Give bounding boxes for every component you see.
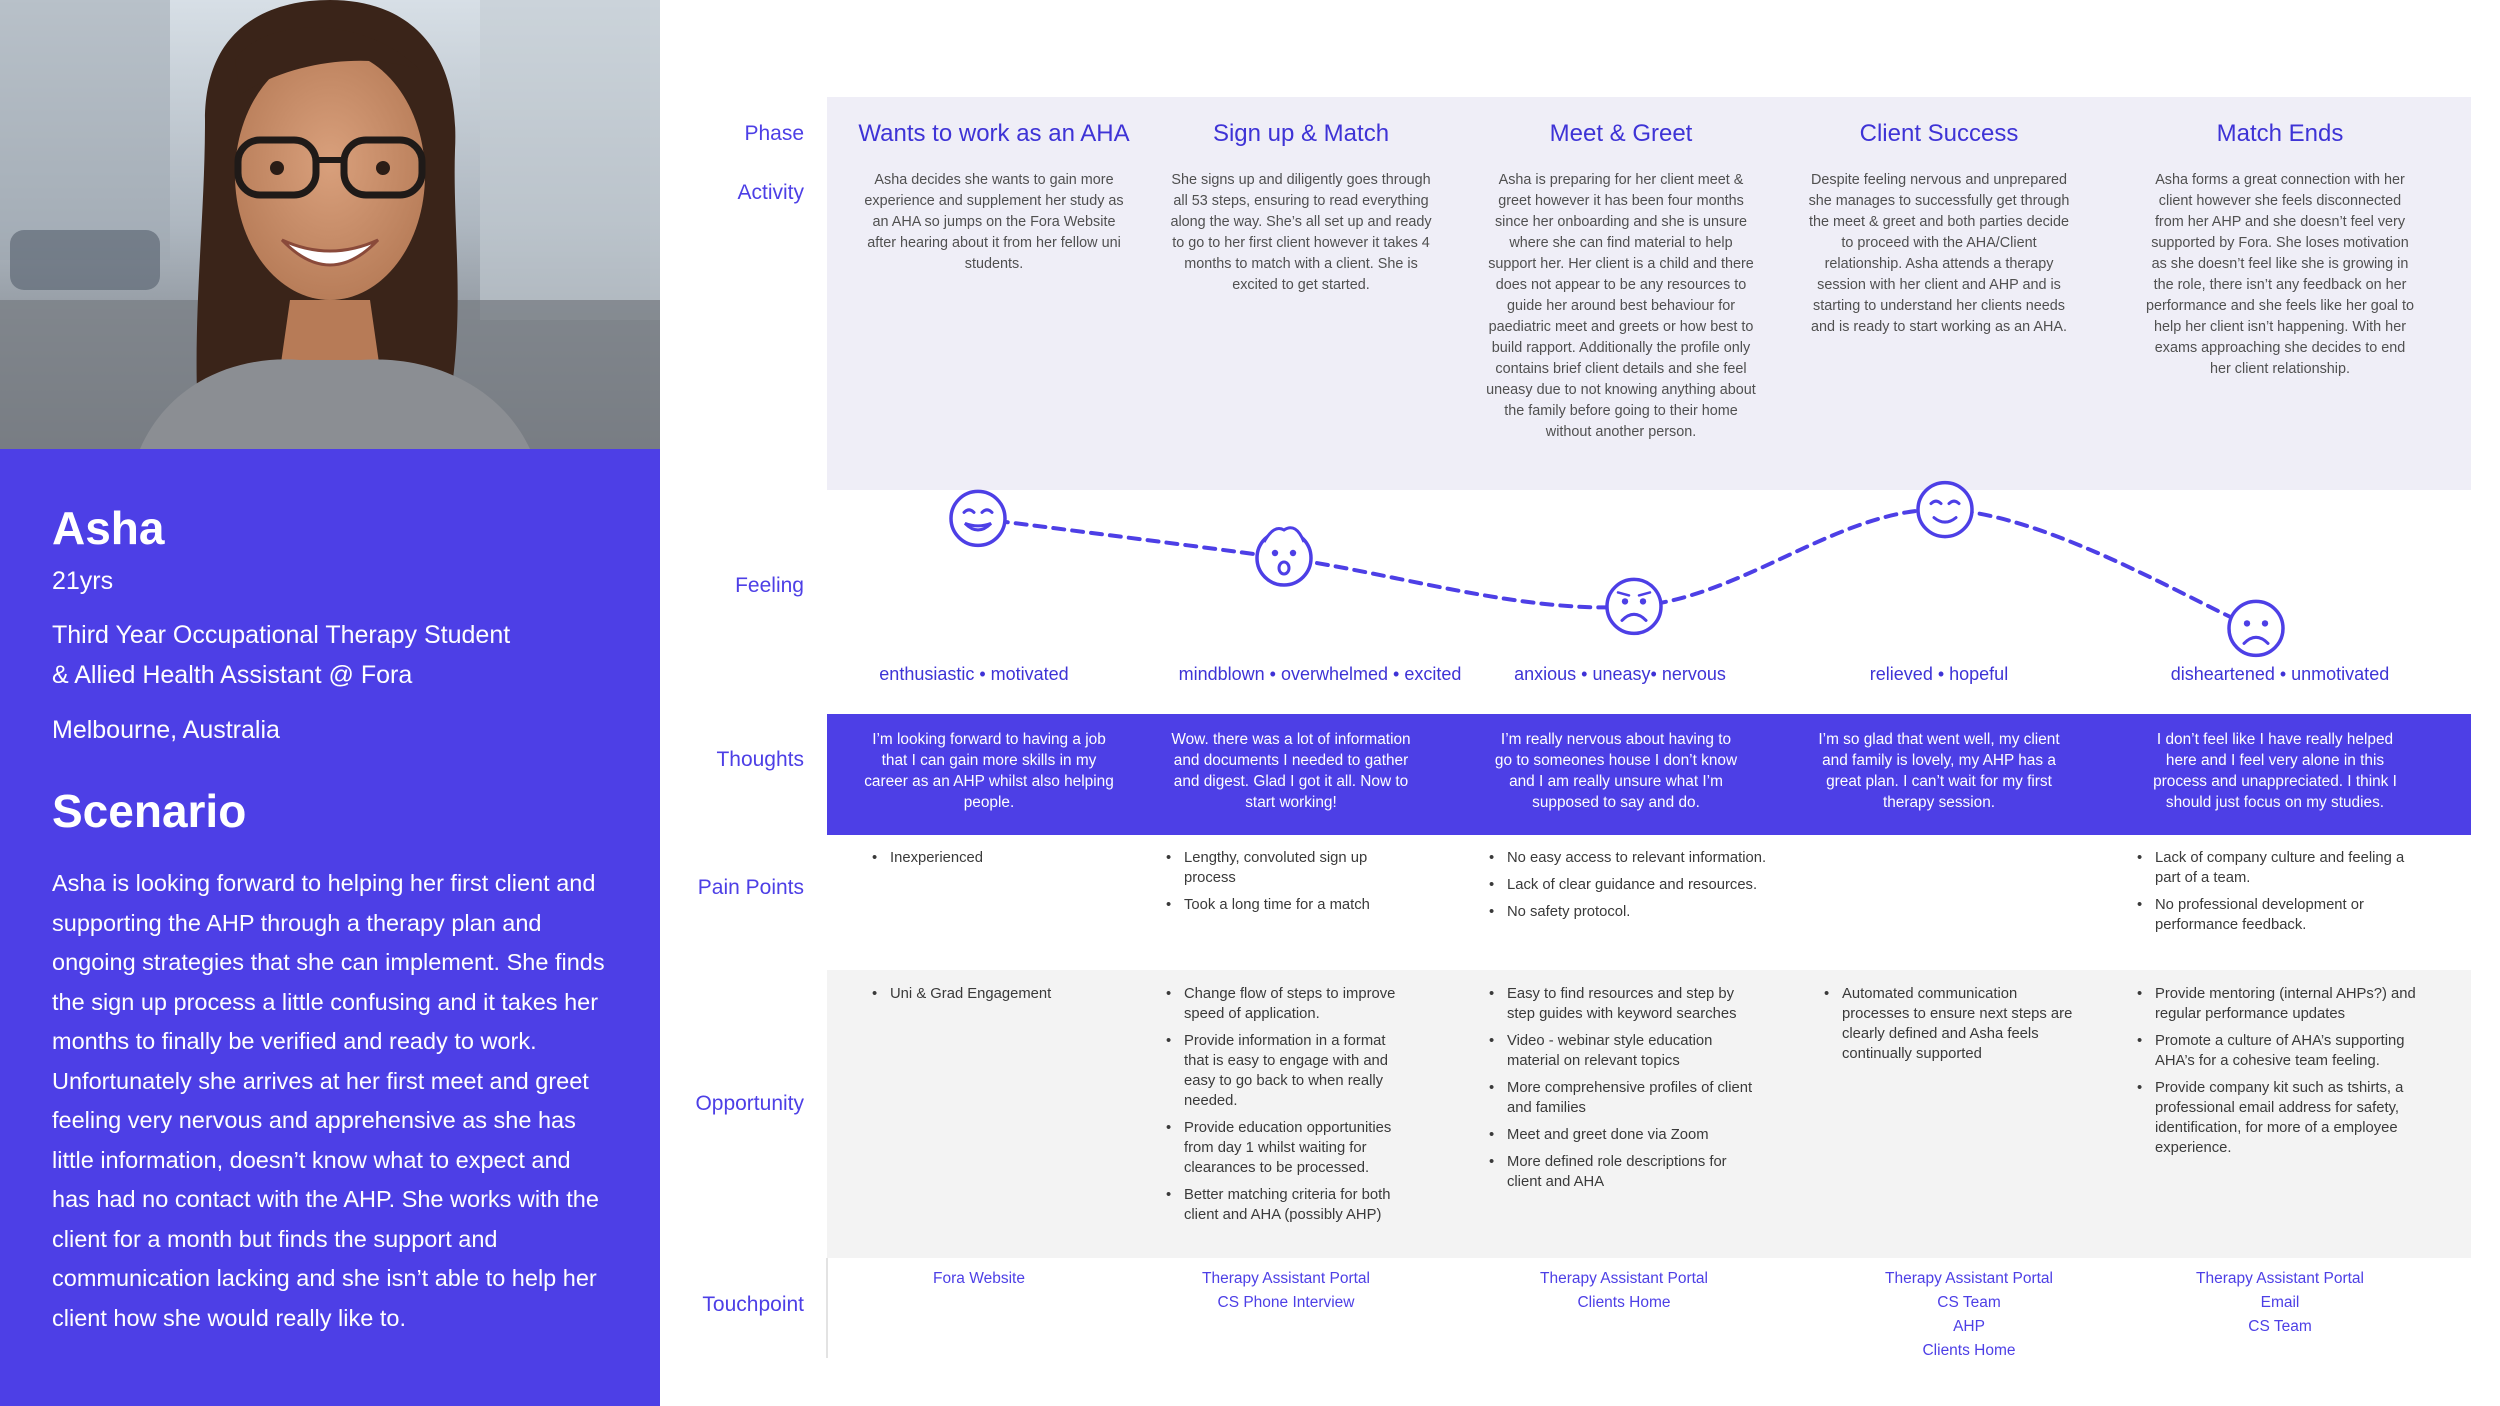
pain-point-item: • Lack of company culture and feeling a part of a team.: [2133, 848, 2433, 888]
touchpoint-item: Therapy Assistant Portal: [1885, 1270, 2053, 1287]
touchpoint-list: [1474, 1267, 1774, 1315]
scenario-text: Asha is looking forward to helping her first client and supporting the AHP through a therapy plan and ongoing strategies that she can implement. She finds the sign up process a little confusing and it takes her months to finally be verified and ready to work. Unfortunately she arrives at her first meet and greet feeling very nervous and apprehensive as she has little information, doesn’t know what to expect and has had no contact with the AHP. She works with the client for a month but finds the support and communication lacking and she isn’t able to help her client how she would really like to.: [52, 870, 605, 1331]
pain-point-item: • No safety protocol.: [1485, 902, 1785, 922]
thought-text: I’m so glad that went well, my client and family is lovely, my AHP has a great plan. I can’t wait for my first therapy session.: [1818, 731, 2060, 811]
persona-panel: [0, 449, 660, 1406]
touchpoint-item: CS Team: [2248, 1318, 2312, 1335]
persona-photo-illustration: [0, 0, 660, 449]
activity-text: Despite feeling nervous and unprepared she manages to successfully get through the meet & greet and both parties decide to proceed with the AHA/Client relationship. Asha attends a therapy session with her client and AHP and is starting to understand her clients needs and is ready to start working as an AHA.: [1808, 172, 2070, 335]
persona-location: Melbourne, Australia: [52, 716, 280, 744]
pain-points-list: [1485, 848, 1785, 929]
opportunity-item: • Provide company kit such as tshirts, a professional email address for safety, identification, for more of a employee experience.: [2133, 1078, 2433, 1158]
feeling-label: enthusiastic • motivated: [879, 664, 1069, 684]
pain-point-item: • Inexperienced: [868, 848, 1138, 868]
row-label-thoughts: Thoughts: [716, 748, 804, 771]
touchpoint-item: CS Phone Interview: [1217, 1294, 1355, 1311]
row-label-feeling: Feeling: [735, 574, 804, 597]
touchpoint-item: Therapy Assistant Portal: [1540, 1270, 1708, 1287]
pain-point-item: • No professional development or performance feedback.: [2133, 895, 2433, 935]
touchpoint-list: [829, 1267, 1129, 1291]
mindblown-face-icon: [1257, 528, 1311, 585]
opportunity-list: [868, 984, 1138, 1011]
touchpoint-item: Clients Home: [1922, 1342, 2016, 1359]
row-label-phase: Phase: [744, 122, 804, 145]
opportunity-item: • Automated communication processes to ensure next steps are clearly defined and Asha feels continually supported: [1820, 984, 2080, 1064]
feeling-curve-line: [978, 509, 2256, 628]
touchpoint-item: Fora Website: [933, 1270, 1025, 1287]
touchpoint-item: Clients Home: [1577, 1294, 1671, 1311]
opportunity-item: • Uni & Grad Engagement: [868, 984, 1138, 1004]
persona-photo: [0, 0, 660, 449]
pain-point-item: • Took a long time for a match: [1162, 895, 1402, 915]
opportunity-item: • Change flow of steps to improve speed of application.: [1162, 984, 1402, 1024]
pain-points-list: [2133, 848, 2433, 942]
activity-text: Asha forms a great connection with her client however she feels disconnected from her AHP and she doesn’t feel very supported by Fora. She loses motivation as she doesn’t feel like she is growing in the role, there isn’t any feedback on her performance and she feels like her goal to help her client isn’t happening. With her exams approaching she decides to end her client relationship.: [2146, 172, 2414, 377]
anxious-face-icon: [1607, 579, 1661, 633]
touchpoint-list: [1136, 1267, 1436, 1315]
feeling-label: anxious • uneasy• nervous: [1514, 664, 1726, 684]
row-label-touchpoint: Touchpoint: [702, 1293, 804, 1316]
touchpoint-item: Therapy Assistant Portal: [2196, 1270, 2364, 1287]
opportunity-list: [1820, 984, 2080, 1071]
touchpoint-item: Therapy Assistant Portal: [1202, 1270, 1370, 1287]
pain-points-list: [1162, 848, 1402, 922]
opportunity-list: [1485, 984, 1765, 1199]
opportunity-item: • Better matching criteria for both client and AHA (possibly AHP): [1162, 1185, 1402, 1225]
phase-title: Sign up & Match: [1212, 120, 1390, 147]
persona-role-line1: Third Year Occupational Therapy Student: [52, 621, 511, 649]
feeling-label: relieved • hopeful: [1869, 664, 2009, 684]
pain-points-list: [868, 848, 1138, 875]
grinning-face-icon: [951, 491, 1005, 545]
touchpoint-divider: [826, 1258, 828, 1358]
opportunity-item: • Promote a culture of AHA’s supporting AHA’s for a cohesive team feeling.: [2133, 1031, 2433, 1071]
touchpoint-item: AHP: [1953, 1318, 1985, 1335]
persona-role-line2: & Allied Health Assistant @ Fora: [52, 661, 413, 689]
phase-title: Wants to work as an AHA: [858, 120, 1130, 147]
phase-title: Meet & Greet: [1549, 120, 1693, 147]
opportunity-item: • Video - webinar style education material on relevant topics: [1485, 1031, 1765, 1071]
phase-title: Match Ends: [2216, 120, 2344, 147]
opportunity-item: • More comprehensive profiles of client and families: [1485, 1078, 1765, 1118]
pain-point-item: • Lengthy, convoluted sign up process: [1162, 848, 1402, 888]
row-label-opportunity: Opportunity: [695, 1092, 804, 1115]
thought-text: I don’t feel like I have really helped here and I feel very alone in this process and unappreciated. I think I should just focus on my studies.: [2153, 731, 2397, 811]
persona-name: Asha: [52, 502, 165, 554]
persona-age: 21yrs: [52, 567, 114, 595]
thought-text: Wow. there was a lot of information and documents I needed to gather and digest. Glad I got it all. Now to start working!: [1171, 731, 1411, 811]
activity-text: Asha is preparing for her client meet & greet however it has been four months since her onboarding and she is unsure where she can find material to help support her. Her client is a child and there does not appear to be any resources to guide her around best behaviour for paediatric meet and greets or how best to build rapport. Additionally the profile only contains brief client details and she feel uneasy due to not knowing anything about the family before going to their home without another person.: [1486, 172, 1756, 440]
relieved-face-icon: [1918, 483, 1972, 537]
touchpoint-item: Email: [2260, 1294, 2300, 1311]
opportunity-list: [2133, 984, 2433, 1165]
opportunity-item: • Provide information in a format that is easy to engage with and easy to go back to when really needed.: [1162, 1031, 1402, 1111]
opportunity-item: • Meet and greet done via Zoom: [1485, 1125, 1765, 1145]
feeling-label: mindblown • overwhelmed • excited: [1178, 664, 1462, 684]
row-label-activity: Activity: [737, 181, 804, 204]
touchpoint-item: CS Team: [1937, 1294, 2001, 1311]
touchpoint-list: [1819, 1267, 2119, 1363]
activity-text: She signs up and diligently goes through all 53 steps, ensuring to read everything along the way. She’s all set up and ready to go to her first client however it takes 4 months to match with a client. She is excited to get started.: [1170, 172, 1432, 293]
row-label-pain-points: Pain Points: [697, 876, 804, 899]
opportunity-item: • Easy to find resources and step by step guides with keyword searches: [1485, 984, 1765, 1024]
feeling-label: disheartened • unmotivated: [2170, 664, 2390, 684]
opportunity-list: [1162, 984, 1402, 1232]
opportunity-item: • Provide education opportunities from day 1 whilst waiting for clearances to be processed.: [1162, 1118, 1402, 1178]
pain-point-item: • Lack of clear guidance and resources.: [1485, 875, 1785, 895]
phase-title: Client Success: [1859, 120, 2019, 147]
opportunity-item: • More defined role descriptions for client and AHA: [1485, 1152, 1765, 1192]
sad-face-icon: [2229, 601, 2283, 655]
thought-text: I’m really nervous about having to go to someones house I don’t know and I am really unsure what I’m supposed to say and do.: [1494, 731, 1738, 811]
opportunity-item: • Provide mentoring (internal AHPs?) and regular performance updates: [2133, 984, 2433, 1024]
thought-text: I’m looking forward to having a job that I can gain more skills in my career as an AHP whilst also helping people.: [864, 731, 1114, 811]
activity-text: Asha decides she wants to gain more experience and supplement her study as an AHA so jumps on the Fora Website after hearing about it from her fellow uni students.: [864, 172, 1124, 272]
touchpoint-list: [2130, 1267, 2430, 1339]
scenario-title: Scenario: [52, 785, 247, 837]
pain-point-item: • No easy access to relevant information.: [1485, 848, 1785, 868]
